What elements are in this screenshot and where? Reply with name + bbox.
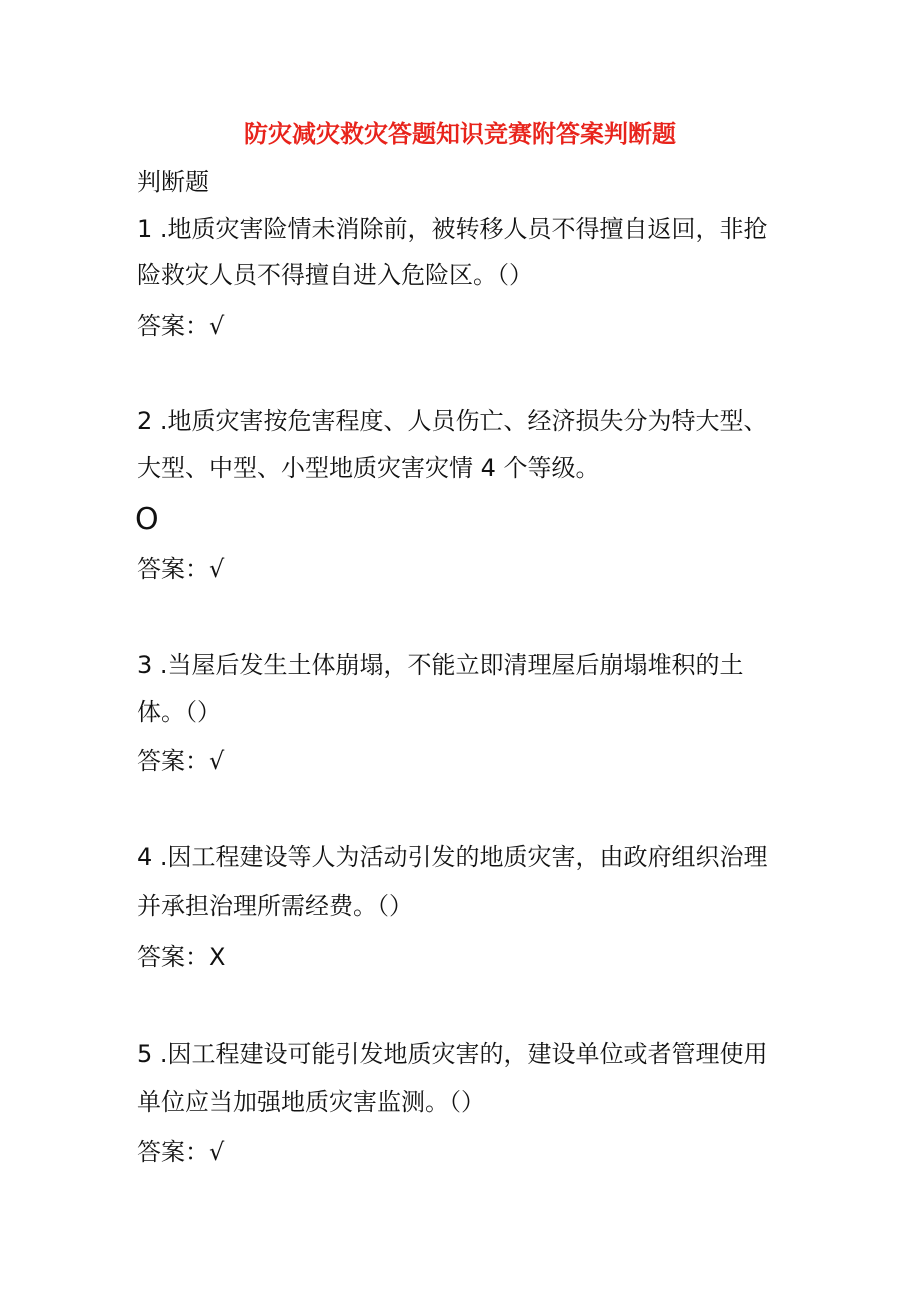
question-3-line-1: 3 .当屋后发生土体崩塌，不能立即清理屋后崩塌堆积的土 xyxy=(137,651,744,679)
question-4-line-2: 并承担治理所需经费。（） xyxy=(137,892,413,920)
question-2-line-2: 大型、中型、小型地质灾害灾情 4 个等级。 xyxy=(137,454,600,482)
question-3-answer xyxy=(137,743,224,779)
question-4-answer xyxy=(137,939,225,975)
question-3-line-2: 体。（） xyxy=(137,698,221,726)
document-title: 防灾减灾救灾答题知识竞赛附答案判断题 xyxy=(244,120,676,148)
answer-label: 答案： xyxy=(137,943,209,971)
answer-value: √ xyxy=(209,747,225,775)
answer-value: X xyxy=(209,943,226,971)
answer-label: 答案： xyxy=(137,312,209,340)
question-1-answer xyxy=(137,308,224,344)
question-2-line-1: 2 .地质灾害按危害程度、人员伤亡、经济损失分为特大型、 xyxy=(137,407,768,435)
question-5-answer xyxy=(137,1134,224,1170)
answer-label: 答案： xyxy=(137,555,209,583)
question-5-line-2: 单位应当加强地质灾害监测。（） xyxy=(137,1088,485,1116)
question-1-line-1: 1 .地质灾害险情未消除前，被转移人员不得擅自返回，非抢 xyxy=(137,215,768,243)
answer-label: 答案： xyxy=(137,747,209,775)
question-2-answer xyxy=(137,551,224,587)
question-4-line-1: 4 .因工程建设等人为活动引发的地质灾害，由政府组织治理 xyxy=(137,843,768,871)
question-2-extra-mark: O xyxy=(135,502,159,537)
answer-value: √ xyxy=(209,555,225,583)
question-1-line-2: 险救灾人员不得擅自进入危险区。（） xyxy=(137,261,533,289)
question-5-line-1: 5 .因工程建设可能引发地质灾害的，建设单位或者管理使用 xyxy=(137,1040,768,1068)
answer-label: 答案： xyxy=(137,1138,209,1166)
answer-value: √ xyxy=(209,1138,225,1166)
section-heading: 判断题 xyxy=(137,168,209,196)
answer-value: √ xyxy=(209,312,225,340)
